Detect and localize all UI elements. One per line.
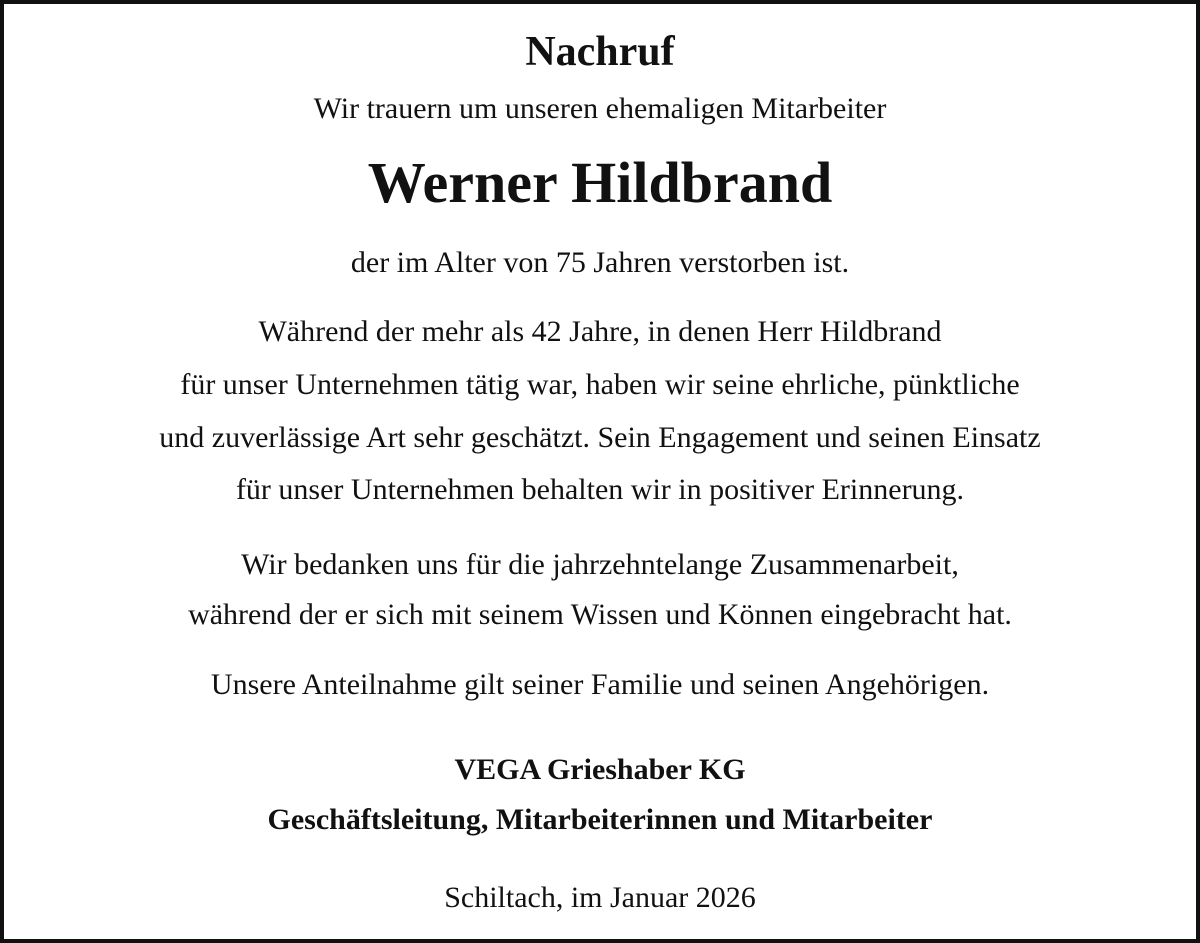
notice-title: Nachruf bbox=[525, 29, 675, 75]
tribute-line-2: für unser Unternehmen tätig war, haben wir seine ehrliche, pünktliche bbox=[180, 368, 1020, 401]
condolence-text: Unsere Anteilnahme gilt seiner Familie und seinen Angehörigen. bbox=[210, 668, 990, 701]
tribute-line-1: Während der mehr als 42 Jahre, in denen Herr Hildbrand bbox=[258, 315, 942, 348]
deceased-name: Werner Hildbrand bbox=[367, 150, 833, 215]
tribute-line-4: für unser Unternehmen behalten wir in positiver Erinnerung. bbox=[235, 473, 965, 506]
signature-group: Geschäftsleitung, Mitarbeiterinnen und Mitarbeiter bbox=[267, 803, 933, 836]
company-name: VEGA Grieshaber KG bbox=[454, 753, 746, 786]
thanks-line-2: während der er sich mit seinem Wissen und Können eingebracht hat. bbox=[188, 598, 1012, 631]
place-date: Schiltach, im Januar 2026 bbox=[444, 881, 756, 914]
tribute-line-3: und zuverlässige Art sehr geschätzt. Sein Engagement und seinen Einsatz bbox=[159, 421, 1041, 454]
age-text: der im Alter von 75 Jahren verstorben ist. bbox=[350, 246, 850, 279]
intro-text: Wir trauern um unseren ehemaligen Mitarbeiter bbox=[313, 92, 887, 125]
thanks-line-1: Wir bedanken uns für die jahrzehntelange Zusammenarbeit, bbox=[241, 548, 959, 581]
